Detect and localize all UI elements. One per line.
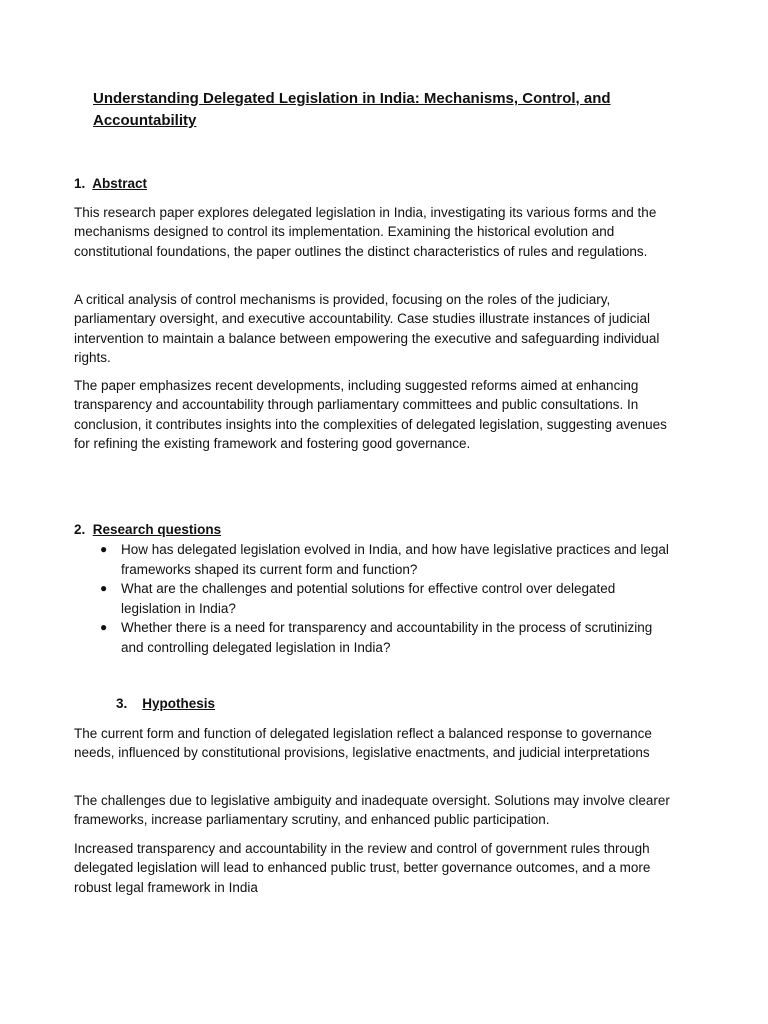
bullet-icon: ● — [100, 581, 108, 595]
section-number: 3. — [116, 696, 128, 711]
abstract-paragraph: The paper emphasizes recent developments, including suggested reforms aimed at enhancing transparency and accountability through parliamentary committees and public consultations. In conclusion, it contributes insights into the complexities of delegated legislation, suggesting avenues for refining the existing framework and fostering good governance. — [74, 378, 667, 451]
section-heading-abstract — [74, 175, 147, 193]
abstract-paragraph: A critical analysis of control mechanisms is provided, focusing on the roles of the judiciary, parliamentary oversight, and executive accountability. Case studies illustrate instances of judicial intervention to maintain a balance between empowering the executive and safeguarding individual rights. — [74, 292, 660, 365]
hypothesis-paragraph: The current form and function of delegated legislation reflect a balanced response to governance needs, influenced by constitutional provisions, legislative enactments, and judicial interpretations — [74, 726, 652, 761]
research-questions-list — [74, 540, 674, 657]
list-item-text: How has delegated legislation evolved in India, and how have legislative practices and legal frameworks shaped its current form and function? — [121, 542, 669, 577]
list-item — [74, 540, 674, 579]
abstract-paragraph: This research paper explores delegated legislation in India, investigating its various forms and the mechanisms designed to control its implementation. Examining the historical evolution and constitutional foundations, the paper outlines the distinct characteristics of rules and regulations. — [74, 205, 657, 259]
section-title: Research questions — [92, 522, 222, 537]
bullet-icon: ● — [100, 620, 108, 634]
list-item-text: What are the challenges and potential solutions for effective control over delegated legislation in India? — [121, 581, 616, 616]
document-title: Understanding Delegated Legislation in India: Mechanisms, Control, and Accountability — [93, 90, 611, 129]
list-item-text: Whether there is a need for transparency and accountability in the process of scrutinizing and controlling delegated legislation in India? — [121, 620, 653, 655]
section-number: 1. — [74, 176, 86, 191]
hypothesis-paragraph: Increased transparency and accountability in the review and control of government rules through delegated legislation will lead to enhanced public trust, better governance outcomes, and a more robust legal framework in India — [74, 841, 651, 895]
section-heading-research-questions — [74, 521, 221, 539]
section-number: 2. — [74, 522, 86, 537]
bullet-icon: ● — [100, 542, 108, 556]
list-item — [74, 579, 674, 618]
list-item — [74, 618, 674, 657]
section-title: Abstract — [92, 176, 148, 191]
section-heading-hypothesis — [116, 695, 215, 713]
hypothesis-paragraph: The challenges due to legislative ambiguity and inadequate oversight. Solutions may involve clearer frameworks, increase parliamentary scrutiny, and enhanced public participation. — [74, 793, 670, 828]
section-title: Hypothesis — [142, 696, 216, 711]
